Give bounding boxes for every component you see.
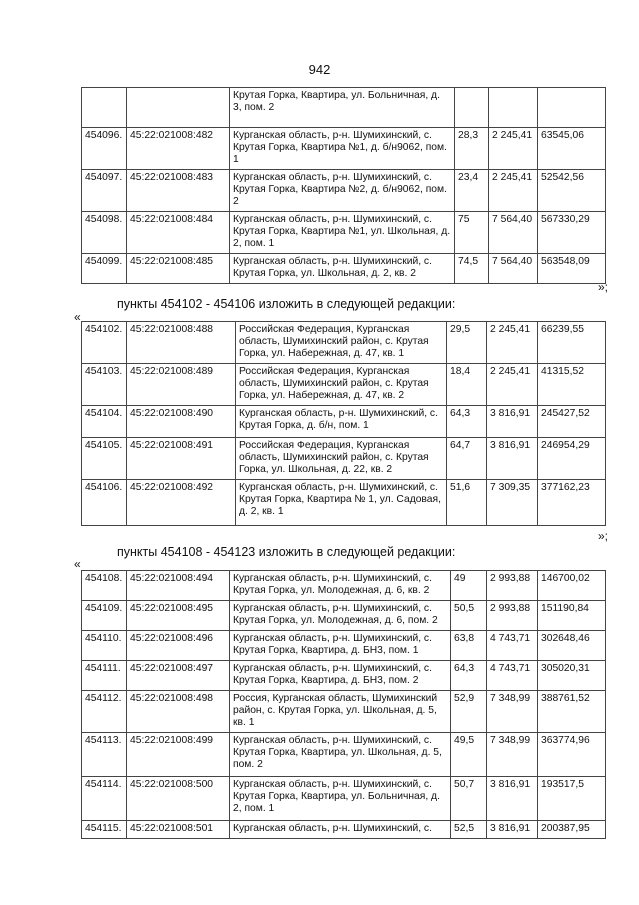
price-per-sqm-cell: 2 245,41 bbox=[489, 170, 538, 212]
price-per-sqm-cell: 4 743,71 bbox=[487, 661, 538, 691]
address-cell: Курганская область, р-н. Шумихинский, с. Крутая Горка, Квартира №2, д. б/н9062, пом. 2 bbox=[230, 170, 455, 212]
area-cell: 64,3 bbox=[451, 661, 487, 691]
address-cell: Курганская область, р-н. Шумихинский, с. Крутая Горка, Квартира №1, д. б/н9062, пом. 1 bbox=[230, 128, 455, 170]
price-per-sqm-cell: 3 816,91 bbox=[487, 821, 538, 839]
cadastral-value-cell: 302648,46 bbox=[538, 631, 606, 661]
table-row bbox=[82, 88, 606, 128]
price-per-sqm-cell: 2 245,41 bbox=[487, 322, 538, 364]
address-cell: Курганская область, р-н. Шумихинский, с. Крутая Горка, ул. Молодежная, д. 6, пом. 2 bbox=[230, 601, 451, 631]
area-cell: 75 bbox=[455, 212, 489, 254]
opening-quote-2: « bbox=[74, 557, 81, 571]
address-cell: Курганская область, р-н. Шумихинский, с. Крутая Горка, Квартира № 1, ул. Садовая, д. 2, кв. 1 bbox=[236, 480, 447, 526]
section-heading-454102: пункты 454102 - 454106 изложить в следующей редакции: bbox=[117, 297, 456, 311]
price-per-sqm-cell: 4 743,71 bbox=[487, 631, 538, 661]
cadastral-value-cell: 563548,09 bbox=[538, 254, 606, 284]
row-number-cell: 454102. bbox=[82, 322, 127, 364]
area-cell: 52,9 bbox=[451, 691, 487, 733]
area-cell bbox=[455, 88, 489, 128]
table-row bbox=[82, 601, 606, 631]
cadastral-number-cell: 45:22:021008:489 bbox=[127, 364, 236, 406]
area-cell: 49 bbox=[451, 571, 487, 601]
area-cell: 23,4 bbox=[455, 170, 489, 212]
cadastral-value-cell: 146700,02 bbox=[538, 571, 606, 601]
cadastral-number-cell: 45:22:021008:492 bbox=[127, 480, 236, 526]
row-number-cell: 454109. bbox=[82, 601, 127, 631]
cadastral-number-cell: 45:22:021008:495 bbox=[127, 601, 230, 631]
cadastral-value-cell: 567330,29 bbox=[538, 212, 606, 254]
price-per-sqm-cell: 3 816,91 bbox=[487, 777, 538, 821]
price-per-sqm-cell: 2 245,41 bbox=[487, 364, 538, 406]
cadastral-number-cell: 45:22:021008:483 bbox=[127, 170, 230, 212]
table-row bbox=[82, 480, 606, 526]
cadastral-number-cell: 45:22:021008:484 bbox=[127, 212, 230, 254]
price-per-sqm-cell: 2 993,88 bbox=[487, 601, 538, 631]
address-cell: Курганская область, р-н. Шумихинский, с. Крутая Горка, Квартира, д. БН3, пом. 2 bbox=[230, 661, 451, 691]
table-row bbox=[82, 631, 606, 661]
table-row bbox=[82, 661, 606, 691]
table-row bbox=[82, 170, 606, 212]
cadastral-number-cell: 45:22:021008:482 bbox=[127, 128, 230, 170]
cadastral-number-cell: 45:22:021008:501 bbox=[127, 821, 230, 839]
row-number-cell: 454099. bbox=[82, 254, 127, 284]
cadastral-value-cell: 388761,52 bbox=[538, 691, 606, 733]
row-number-cell: 454104. bbox=[82, 406, 127, 438]
area-cell: 50,7 bbox=[451, 777, 487, 821]
cadastral-number-cell: 45:22:021008:494 bbox=[127, 571, 230, 601]
table-row bbox=[82, 254, 606, 284]
area-cell: 28,3 bbox=[455, 128, 489, 170]
cadastral-number-cell: 45:22:021008:485 bbox=[127, 254, 230, 284]
registry-table-2 bbox=[81, 321, 606, 526]
cadastral-number-cell: 45:22:021008:498 bbox=[127, 691, 230, 733]
price-per-sqm-cell: 3 816,91 bbox=[487, 406, 538, 438]
cadastral-value-cell: 363774,96 bbox=[538, 733, 606, 777]
cadastral-number-cell: 45:22:021008:491 bbox=[127, 438, 236, 480]
price-per-sqm-cell: 7 348,99 bbox=[487, 733, 538, 777]
cadastral-number-cell: 45:22:021008:490 bbox=[127, 406, 236, 438]
cadastral-value-cell: 305020,31 bbox=[538, 661, 606, 691]
address-cell: Курганская область, р-н. Шумихинский, с. Крутая Горка, Квартира №1, ул. Школьная, д. 2, пом. 1 bbox=[230, 212, 455, 254]
closing-quote-1: »; bbox=[597, 280, 608, 294]
table-row bbox=[82, 733, 606, 777]
row-number-cell: 454112. bbox=[82, 691, 127, 733]
cadastral-value-cell: 200387,95 bbox=[538, 821, 606, 839]
address-cell: Крутая Горка, Квартира, ул. Больничная, д. 3, пом. 2 bbox=[230, 88, 455, 128]
area-cell: 50,5 bbox=[451, 601, 487, 631]
cadastral-value-cell: 246954,29 bbox=[538, 438, 606, 480]
cadastral-number-cell: 45:22:021008:497 bbox=[127, 661, 230, 691]
row-number-cell: 454097. bbox=[82, 170, 127, 212]
row-number-cell: 454114. bbox=[82, 777, 127, 821]
row-number-cell: 454108. bbox=[82, 571, 127, 601]
row-number-cell: 454111. bbox=[82, 661, 127, 691]
cadastral-number-cell: 45:22:021008:499 bbox=[127, 733, 230, 777]
section-heading-454108: пункты 454108 - 454123 изложить в следующей редакции: bbox=[117, 545, 456, 559]
address-cell: Российская Федерация, Курганская область, Шумихинский район, с. Крутая Горка, ул. Набережная, д. 47, кв. 1 bbox=[236, 322, 447, 364]
address-cell: Курганская область, р-н. Шумихинский, с. Крутая Горка, ул. Школьная, д. 2, кв. 2 bbox=[230, 254, 455, 284]
table-row bbox=[82, 571, 606, 601]
table-row bbox=[82, 406, 606, 438]
price-per-sqm-cell: 7 309,35 bbox=[487, 480, 538, 526]
area-cell: 74,5 bbox=[455, 254, 489, 284]
cadastral-number-cell: 45:22:021008:488 bbox=[127, 322, 236, 364]
row-number-cell: 454096. bbox=[82, 128, 127, 170]
area-cell: 64,3 bbox=[447, 406, 487, 438]
cadastral-value-cell: 63545,06 bbox=[538, 128, 606, 170]
cadastral-value-cell: 245427,52 bbox=[538, 406, 606, 438]
area-cell: 64,7 bbox=[447, 438, 487, 480]
address-cell: Курганская область, р-н. Шумихинский, с. bbox=[230, 821, 451, 839]
table-row bbox=[82, 691, 606, 733]
row-number-cell: 454098. bbox=[82, 212, 127, 254]
cadastral-number-cell bbox=[127, 88, 230, 128]
price-per-sqm-cell: 7 564,40 bbox=[489, 254, 538, 284]
price-per-sqm-cell: 2 993,88 bbox=[487, 571, 538, 601]
price-per-sqm-cell: 2 245,41 bbox=[489, 128, 538, 170]
price-per-sqm-cell bbox=[489, 88, 538, 128]
price-per-sqm-cell: 7 348,99 bbox=[487, 691, 538, 733]
address-cell: Курганская область, р-н. Шумихинский, с. Крутая Горка, Квартира, д. БН3, пом. 1 bbox=[230, 631, 451, 661]
table-row bbox=[82, 322, 606, 364]
row-number-cell: 454106. bbox=[82, 480, 127, 526]
address-cell: Курганская область, р-н. Шумихинский, с. Крутая Горка, ул. Молодежная, д. 6, кв. 2 bbox=[230, 571, 451, 601]
price-per-sqm-cell: 3 816,91 bbox=[487, 438, 538, 480]
registry-table-3 bbox=[81, 570, 606, 839]
table-row bbox=[82, 438, 606, 480]
area-cell: 18,4 bbox=[447, 364, 487, 406]
registry-table-1 bbox=[81, 87, 606, 284]
area-cell: 49,5 bbox=[451, 733, 487, 777]
cadastral-value-cell: 66239,55 bbox=[538, 322, 606, 364]
page-number: 942 bbox=[308, 62, 331, 77]
price-per-sqm-cell: 7 564,40 bbox=[489, 212, 538, 254]
cadastral-value-cell: 151190,84 bbox=[538, 601, 606, 631]
row-number-cell: 454110. bbox=[82, 631, 127, 661]
row-number-cell: 454113. bbox=[82, 733, 127, 777]
address-cell: Курганская область, р-н. Шумихинский, с. Крутая Горка, Квартира, ул. Школьная, д. 5, пом. 2 bbox=[230, 733, 451, 777]
opening-quote-1: « bbox=[74, 310, 81, 324]
closing-quote-2: »; bbox=[597, 529, 608, 543]
address-cell: Россия, Курганская область, Шумихинский район, с. Крутая Горка, ул. Школьная, д. 5, кв. 1 bbox=[230, 691, 451, 733]
row-number-cell: 454115. bbox=[82, 821, 127, 839]
cadastral-value-cell: 377162,23 bbox=[538, 480, 606, 526]
address-cell: Российская Федерация, Курганская область, Шумихинский район, с. Крутая Горка, ул. Школьная, д. 22, кв. 2 bbox=[236, 438, 447, 480]
table-row bbox=[82, 364, 606, 406]
table-row bbox=[82, 777, 606, 821]
area-cell: 29,5 bbox=[447, 322, 487, 364]
area-cell: 52,5 bbox=[451, 821, 487, 839]
row-number-cell: 454105. bbox=[82, 438, 127, 480]
cadastral-value-cell bbox=[538, 88, 606, 128]
cadastral-number-cell: 45:22:021008:500 bbox=[127, 777, 230, 821]
table-row bbox=[82, 212, 606, 254]
table-row bbox=[82, 128, 606, 170]
cadastral-value-cell: 193517,5 bbox=[538, 777, 606, 821]
address-cell: Курганская область, р-н. Шумихинский, с. Крутая Горка, д. б/н, пом. 1 bbox=[236, 406, 447, 438]
area-cell: 51,6 bbox=[447, 480, 487, 526]
row-number-cell bbox=[82, 88, 127, 128]
cadastral-number-cell: 45:22:021008:496 bbox=[127, 631, 230, 661]
row-number-cell: 454103. bbox=[82, 364, 127, 406]
address-cell: Российская Федерация, Курганская область, Шумихинский район, с. Крутая Горка, ул. Набережная, д. 47, кв. 2 bbox=[236, 364, 447, 406]
address-cell: Курганская область, р-н. Шумихинский, с. Крутая Горка, Квартира, ул. Больничная, д. 2, пом. 1 bbox=[230, 777, 451, 821]
area-cell: 63,8 bbox=[451, 631, 487, 661]
cadastral-value-cell: 52542,56 bbox=[538, 170, 606, 212]
cadastral-value-cell: 41315,52 bbox=[538, 364, 606, 406]
table-row bbox=[82, 821, 606, 839]
